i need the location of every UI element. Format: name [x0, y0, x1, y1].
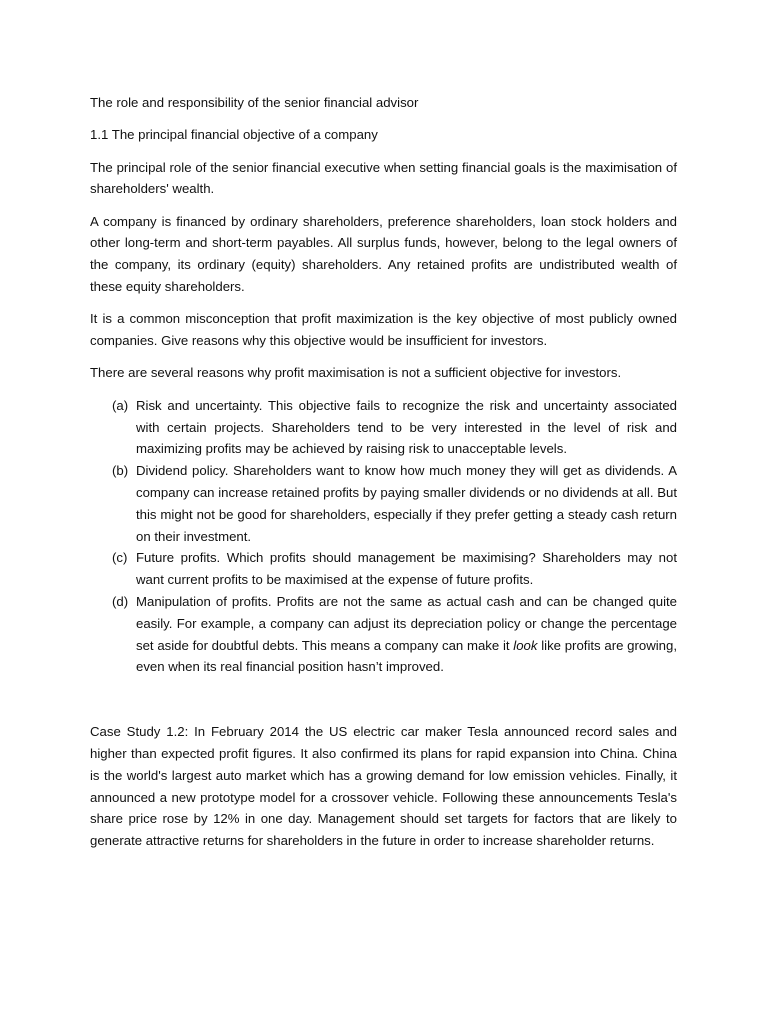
paragraph-principal-role: The principal role of the senior financial executive when setting financial goals is the maximisation of shareholders' wealth.	[90, 159, 677, 197]
list-item-manipulation	[90, 591, 677, 678]
case-study-paragraph: Case Study 1.2: In February 2014 the US electric car maker Tesla announced record sales and higher than expected profit figures. It also confirmed its plans for rapid expansion into China. China is the world's largest auto market which has a growing demand for low emission vehicles. Finally, it announced a new prototype model for a crossover vehicle. Following these announcements Tesla's share price rose by 12% in one day. Management should set targets for factors that are likely to generate attractive returns for shareholders in the future in order to increase shareholder returns.	[90, 724, 677, 849]
list-item-risk	[90, 395, 677, 460]
list-item-dividend	[90, 460, 677, 547]
list-item-text: Risk and uncertainty. This objective fails to recognize the risk and uncertainty associated with certain projects. Shareholders tend to be very interested in the level of risk and maximizing profits may be achieved by raising risk to unacceptable levels.	[136, 397, 677, 457]
list-marker: (b)	[112, 463, 129, 479]
document-title: The role and responsibility of the senior financial advisor	[90, 95, 419, 110]
list-marker: (a)	[112, 397, 129, 413]
section-heading: 1.1 The principal financial objective of a company	[90, 127, 378, 143]
reasons-list	[90, 395, 677, 678]
emphasis-look: look	[513, 637, 538, 653]
paragraph-misconception: It is a common misconception that profit maximization is the key objective of most publicly owned companies. Give reasons why this objective would be insufficient for investors.	[90, 311, 677, 349]
list-item-text: Dividend policy. Shareholders want to know how much money they will get as dividends. A company can increase retained profits by paying smaller dividends or no dividends at all. But this might not be good for shareholders, especially if they prefer getting a steady cash return on their investment.	[136, 463, 677, 544]
list-item-text: Future profits. Which profits should management be maximising? Shareholders may not want current profits to be maximised at the expense of future profits.	[136, 550, 677, 588]
document-body	[90, 92, 677, 862]
list-item-future-profits	[90, 547, 677, 591]
list-item-text-before: Manipulation of profits. Profits are not the same as actual cash and can be changed quite easily. For example, a company can adjust its depreciation policy or change the percentage set aside for doubtful debts. This means a company can make it	[136, 593, 677, 653]
paragraph-reasons-intro: There are several reasons why profit maximisation is not a sufficient objective for investors.	[90, 365, 622, 381]
list-marker: (c)	[112, 550, 128, 566]
list-marker: (d)	[112, 593, 129, 609]
list-item-text-after: like profits are growing, even when its real financial position hasn’t improved.	[136, 637, 677, 675]
list-item-text	[136, 594, 677, 674]
paragraph-financing: A company is financed by ordinary shareholders, preference shareholders, loan stock holders and other long-term and short-term payables. All surplus funds, however, belong to the legal owners of the company, its ordinary (equity) shareholders. Any retained profits are undistributed wealth of these equity shareholders.	[90, 213, 677, 295]
